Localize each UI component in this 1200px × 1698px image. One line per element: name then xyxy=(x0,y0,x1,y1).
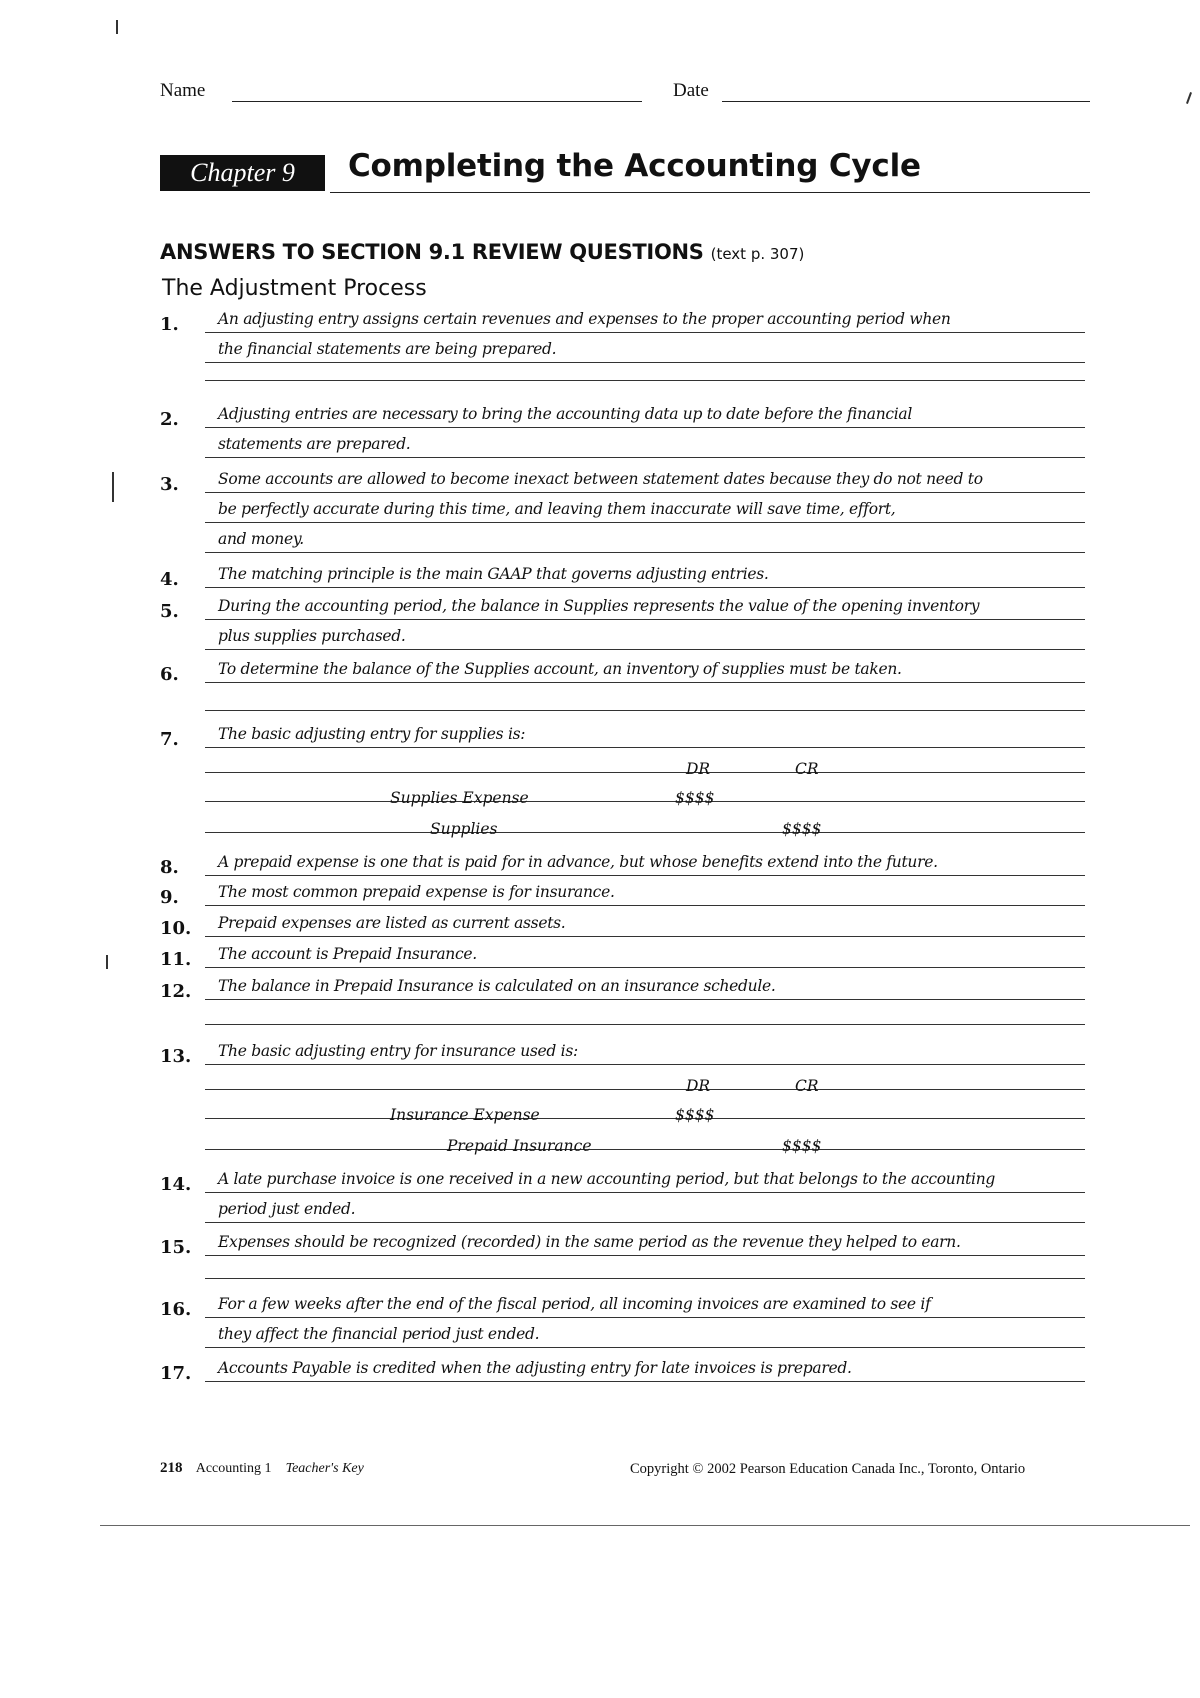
answer-text-line: The basic adjusting entry for insurance used is: xyxy=(218,1042,578,1060)
chapter-rule xyxy=(330,192,1090,193)
answer-text-line: they affect the financial period just ended. xyxy=(218,1325,540,1343)
scan-mark xyxy=(116,20,118,34)
question-number: 6. xyxy=(160,664,179,685)
blank-rule-line xyxy=(205,380,1085,381)
answer-text-line: Accounts Payable is credited when the adjusting entry for late invoices is prepared. xyxy=(218,1359,852,1377)
answer-rule-line xyxy=(205,552,1085,553)
question-number: 13. xyxy=(160,1046,192,1067)
journal-dr-header: DR xyxy=(686,760,711,778)
journal-debit-amount: $$$$ xyxy=(675,1106,715,1124)
answer-text-line: Prepaid expenses are listed as current assets. xyxy=(218,914,566,932)
answer-text-line: A prepaid expense is one that is paid for in advance, but whose benefits extend into the future. xyxy=(218,853,938,871)
answer-rule-line xyxy=(205,1317,1085,1318)
journal-credit-amount: $$$$ xyxy=(782,820,822,838)
copyright-notice: Copyright © 2002 Pearson Education Canada Inc., Toronto, Ontario xyxy=(630,1461,1026,1477)
answer-rule-line xyxy=(205,587,1085,588)
question-number: 2. xyxy=(160,409,179,430)
name-field-line xyxy=(232,101,642,102)
answer-text-line: An adjusting entry assigns certain revenues and expenses to the proper accounting period when xyxy=(218,310,951,328)
answer-text-line: The most common prepaid expense is for insurance. xyxy=(218,883,615,901)
question-number: 7. xyxy=(160,729,179,750)
question-number: 8. xyxy=(160,857,179,878)
answer-rule-line xyxy=(205,332,1085,333)
date-label: Date xyxy=(673,80,709,101)
question-number: 3. xyxy=(160,474,179,495)
answer-rule-line xyxy=(205,649,1085,650)
answer-text-line: The matching principle is the main GAAP that governs adjusting entries. xyxy=(218,565,769,583)
answer-rule-line xyxy=(205,999,1085,1000)
footer-book-info xyxy=(160,1460,364,1477)
answer-rule-line xyxy=(205,936,1085,937)
question-number: 14. xyxy=(160,1174,192,1195)
question-number: 17. xyxy=(160,1363,192,1384)
blank-rule-line xyxy=(205,1089,1085,1090)
answer-text-line: Expenses should be recognized (recorded) in the same period as the revenue they helped to earn. xyxy=(218,1233,961,1251)
answer-rule-line xyxy=(205,362,1085,363)
answer-rule-line xyxy=(205,1064,1085,1065)
journal-credit-account: Supplies xyxy=(430,820,498,838)
chapter-title: Completing the Accounting Cycle xyxy=(348,148,921,184)
answer-text-line: be perfectly accurate during this time, and leaving them inaccurate will save time, effort, xyxy=(218,500,896,518)
scan-mark xyxy=(1186,92,1192,104)
section-title xyxy=(160,240,804,264)
name-label: Name xyxy=(160,80,206,101)
journal-cr-header: CR xyxy=(795,760,819,778)
journal-cr-header: CR xyxy=(795,1077,819,1095)
answer-text-line: The account is Prepaid Insurance. xyxy=(218,945,477,963)
answer-text-line: A late purchase invoice is one received in a new accounting period, but that belongs to the accounting xyxy=(218,1170,996,1188)
chapter-label: Chapter 9 xyxy=(160,155,325,191)
answer-rule-line xyxy=(205,427,1085,428)
blank-rule-line xyxy=(205,1278,1085,1279)
blank-rule-line xyxy=(205,1118,1085,1119)
answer-text-line: The balance in Prepaid Insurance is calculated on an insurance schedule. xyxy=(218,977,776,995)
answer-text-line: statements are prepared. xyxy=(218,435,411,453)
answer-text-line: the financial statements are being prepared. xyxy=(218,340,557,358)
journal-credit-account: Prepaid Insurance xyxy=(447,1137,592,1155)
question-number: 9. xyxy=(160,887,179,908)
answer-text-line: During the accounting period, the balance in Supplies represents the value of the opening inventory xyxy=(218,597,980,615)
question-number: 4. xyxy=(160,569,179,590)
answer-rule-line xyxy=(205,619,1085,620)
question-number: 12. xyxy=(160,981,192,1002)
scan-mark xyxy=(106,955,108,969)
answer-rule-line xyxy=(205,747,1085,748)
answer-rule-line xyxy=(205,457,1085,458)
book-title: Accounting 1 xyxy=(195,1461,272,1476)
journal-debit-account: Supplies Expense xyxy=(390,789,529,807)
answer-text-line: To determine the balance of the Supplies account, an inventory of supplies must be taken. xyxy=(218,660,902,678)
answer-text-line: period just ended. xyxy=(218,1200,356,1218)
answer-text-line: plus supplies purchased. xyxy=(218,627,406,645)
section-title-text: ANSWERS TO SECTION 9.1 REVIEW QUESTIONS xyxy=(160,240,704,264)
question-number: 11. xyxy=(160,949,192,970)
scan-edge-line xyxy=(100,1525,1190,1526)
answer-rule-line xyxy=(205,1192,1085,1193)
question-number: 15. xyxy=(160,1237,192,1258)
book-key: Teacher's Key xyxy=(285,1461,364,1476)
answer-rule-line xyxy=(205,1347,1085,1348)
journal-dr-header: DR xyxy=(686,1077,711,1095)
answer-rule-line xyxy=(205,967,1085,968)
page-number: 218 xyxy=(160,1460,183,1476)
blank-rule-line xyxy=(205,1024,1085,1025)
blank-rule-line xyxy=(205,772,1085,773)
answer-rule-line xyxy=(205,1381,1085,1382)
blank-rule-line xyxy=(205,801,1085,802)
blank-rule-line xyxy=(205,832,1085,833)
answer-text-line: The basic adjusting entry for supplies is: xyxy=(218,725,526,743)
answer-rule-line xyxy=(205,1255,1085,1256)
answer-rule-line xyxy=(205,905,1085,906)
section-reference: (text p. 307) xyxy=(710,245,805,263)
scan-mark xyxy=(112,472,114,502)
answer-text-line: Some accounts are allowed to become inexact between statement dates because they do not need to xyxy=(218,470,983,488)
question-number: 5. xyxy=(160,601,179,622)
blank-rule-line xyxy=(205,1149,1085,1150)
answer-rule-line xyxy=(205,875,1085,876)
date-field-line xyxy=(722,101,1090,102)
answer-rule-line xyxy=(205,1222,1085,1223)
question-number: 10. xyxy=(160,918,192,939)
journal-credit-amount: $$$$ xyxy=(782,1137,822,1155)
answer-text-line: and money. xyxy=(218,530,304,548)
answer-text-line: For a few weeks after the end of the fiscal period, all incoming invoices are examined to see if xyxy=(218,1295,931,1313)
blank-rule-line xyxy=(205,710,1085,711)
answer-rule-line xyxy=(205,522,1085,523)
section-subtitle: The Adjustment Process xyxy=(162,276,427,301)
journal-debit-amount: $$$$ xyxy=(675,789,715,807)
journal-debit-account: Insurance Expense xyxy=(390,1106,540,1124)
answer-rule-line xyxy=(205,492,1085,493)
answer-rule-line xyxy=(205,682,1085,683)
question-number: 16. xyxy=(160,1299,192,1320)
question-number: 1. xyxy=(160,314,179,335)
answer-text-line: Adjusting entries are necessary to bring the accounting data up to date before the financial xyxy=(218,405,913,423)
